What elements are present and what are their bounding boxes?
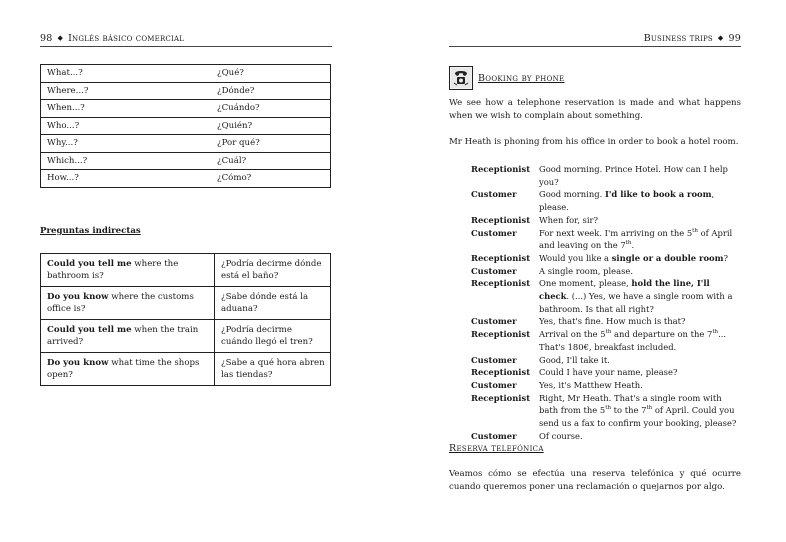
reserva-section-title [449, 443, 544, 456]
dialogue-line [471, 328, 741, 353]
speech-text [539, 392, 741, 430]
speech-text [539, 328, 741, 353]
question-es: ¿Cómo? [187, 170, 331, 188]
telephone-icon [449, 66, 473, 90]
dialogue-line [471, 252, 741, 265]
indirect-en [41, 320, 215, 353]
speech-fragment: . [631, 240, 635, 251]
indirect-en-bold: Could you tell me [47, 259, 132, 269]
speech-text [539, 315, 741, 328]
speaker-label: Receptionist [471, 278, 531, 289]
ordinal-suffix: th [605, 329, 612, 336]
table-row [41, 100, 331, 118]
question-en: What...? [41, 65, 188, 83]
question-es: ¿Por qué? [187, 135, 331, 153]
speech-text [539, 430, 741, 443]
indirect-en-rest: where the customs office is? [47, 292, 194, 314]
left-running-title: Inglés básico comercial [68, 33, 185, 44]
speech-text [539, 252, 741, 265]
speech-text [539, 163, 741, 188]
speaker-label: Receptionist [471, 214, 531, 225]
indirect-en [41, 287, 215, 320]
table-row [41, 287, 331, 320]
speaker-label: Customer [471, 265, 517, 276]
right-running-header [644, 33, 741, 44]
speaker-label: Customer [471, 316, 517, 327]
speech-fragment: Arrival on the 5 [539, 329, 606, 340]
speech-text [539, 188, 741, 213]
dialogue-line [471, 354, 741, 367]
speaker-label: Customer [471, 189, 517, 200]
speech-text [539, 227, 741, 252]
speech-text [539, 366, 741, 379]
indirect-en-bold: Do you know [47, 358, 109, 368]
key-phrase: I'd like to book a room [604, 189, 712, 200]
dialogue-line [471, 163, 741, 188]
speech-fragment: , please. [539, 189, 715, 213]
indirect-es: ¿Podría decirme dónde está el baño? [215, 254, 331, 287]
indirect-en-rest: where the bathroom is? [47, 259, 179, 281]
speaker-label: Receptionist [471, 329, 531, 340]
right-header-rule [449, 46, 741, 47]
left-header-rule [40, 46, 332, 47]
speech-fragment: of April and leaving on the 7 [539, 227, 733, 251]
table-row [41, 82, 331, 100]
question-en: Who...? [41, 117, 188, 135]
dialogue-line [471, 277, 741, 315]
speech-text [539, 379, 741, 392]
indirect-es: ¿Sabe a qué hora abren las tiendas? [215, 353, 331, 386]
dialogue-line [471, 188, 741, 213]
speech-fragment: Of course. [539, 430, 583, 441]
ordinal-suffix: th [605, 405, 611, 412]
speech-fragment: Good morning. [539, 189, 605, 200]
indirect-en [41, 353, 215, 386]
indirect-es: ¿Podría decirme cuándo llegó el tren? [215, 320, 331, 353]
reserva-paragraph: Veamos cómo se efectúa una reserva telefónica y qué ocurre cuando queremos poner una reclamación o quejarnos por algo. [449, 469, 741, 492]
speaker-label: Customer [471, 379, 517, 390]
speaker-label: Receptionist [471, 164, 531, 174]
right-page-number: 99 [728, 33, 741, 44]
question-en: How...? [41, 170, 188, 188]
header-bullet: ◆ [717, 34, 724, 42]
speaker-label: Receptionist [471, 367, 531, 378]
question-en: Which...? [41, 152, 188, 170]
dialogue [471, 163, 741, 442]
speech-fragment: Could I have your name, please? [539, 367, 678, 378]
ordinal-suffix: th [712, 329, 719, 336]
question-es: ¿Cuándo? [187, 100, 331, 118]
speech-fragment: ... That's 180€, breakfast included. [539, 329, 727, 352]
indirect-en [41, 254, 215, 287]
dialogue-line [471, 227, 741, 252]
question-words-table [40, 64, 331, 188]
question-es: ¿Qué? [187, 65, 331, 83]
speaker-label: Customer [471, 354, 517, 365]
dialogue-line [471, 430, 741, 443]
indirect-es: ¿Sabe dónde está la aduana? [215, 287, 331, 320]
question-en: Why...? [41, 135, 188, 153]
table-row [41, 135, 331, 153]
speech-fragment: and departure on the 7 [611, 329, 713, 340]
booking-section-title: Booking by phone [478, 72, 565, 84]
speech-fragment: of April. Could you send us a fax to confirm your booking, please? [539, 405, 737, 429]
speech-fragment: to the 7 [611, 405, 647, 416]
speech-text [539, 277, 741, 315]
table-row [41, 65, 331, 83]
table-row [41, 152, 331, 170]
speech-fragment: ? [723, 252, 729, 263]
table-row [41, 170, 331, 188]
lead-paragraph: Mr Heath is phoning from his office in order to book a hotel room. [449, 137, 739, 147]
speaker-label: Receptionist [471, 392, 531, 403]
dialogue-line [471, 392, 741, 430]
ordinal-suffix: th [692, 227, 698, 234]
question-es: ¿Quién? [187, 117, 331, 135]
right-page [393, 0, 786, 542]
speech-fragment: Yes, that's fine. How much is that? [539, 316, 686, 327]
intro-paragraph: We see how a telephone reservation is made and what happens when we wish to complain about something. [449, 98, 741, 121]
table-row [41, 320, 331, 353]
indirect-questions-title: Preguntas indirectas [40, 226, 141, 236]
indirect-en-bold: Could you tell me [47, 325, 132, 335]
section-heading [449, 66, 564, 90]
dialogue-line [471, 265, 741, 278]
question-en: When...? [41, 100, 188, 118]
ordinal-suffix: th [646, 405, 653, 412]
key-phrase: single or a double room [611, 252, 724, 263]
dialogue-line [471, 214, 741, 227]
indirect-en-rest: what time the shops open? [47, 358, 200, 380]
speech-fragment: Right, Mr Heath. That's a single room with bath from the 5 [539, 392, 722, 416]
left-running-header [40, 33, 184, 44]
reserva-title-text: Reserva telefónica [449, 443, 544, 454]
speech-fragment: For next week. I'm arriving on the 5 [539, 227, 693, 238]
question-es: ¿Cuál? [187, 152, 331, 170]
speech-fragment: Would you like a [539, 252, 612, 263]
dialogue-line [471, 366, 741, 379]
speech-fragment: One moment, please, [539, 278, 632, 289]
table-row [41, 117, 331, 135]
ordinal-suffix: th [625, 240, 632, 247]
question-en: Where...? [41, 82, 188, 100]
table-row [41, 254, 331, 287]
speech-text [539, 214, 741, 227]
right-running-title: Business trips [643, 33, 713, 44]
speech-fragment: Yes, it's Matthew Heath. [539, 379, 643, 390]
dialogue-line [471, 379, 741, 392]
question-es: ¿Dónde? [187, 82, 331, 100]
table-row [41, 353, 331, 386]
indirect-questions-table [40, 253, 331, 386]
header-bullet: ◆ [57, 34, 64, 42]
indirect-en-bold: Do you know [47, 292, 109, 302]
key-phrase: hold the line, I'll check [539, 278, 710, 302]
speech-text [539, 354, 741, 367]
dialogue-line [471, 315, 741, 328]
speech-fragment: Good morning. Prince Hotel. How can I help you? [539, 164, 728, 187]
speech-text [539, 265, 741, 278]
speaker-label: Customer [471, 430, 517, 441]
speaker-label: Receptionist [471, 252, 531, 263]
speech-fragment: A single room, please. [539, 265, 633, 276]
speaker-label: Customer [471, 227, 517, 238]
left-page-number: 98 [40, 33, 53, 44]
speech-fragment: Good, I'll take it. [539, 354, 610, 365]
speech-fragment: When for, sir? [539, 214, 599, 225]
speech-fragment: . (...) Yes, we have a single room with a bathroom. Is that all right? [539, 291, 733, 314]
indirect-en-rest: when the train arrived? [47, 325, 199, 347]
